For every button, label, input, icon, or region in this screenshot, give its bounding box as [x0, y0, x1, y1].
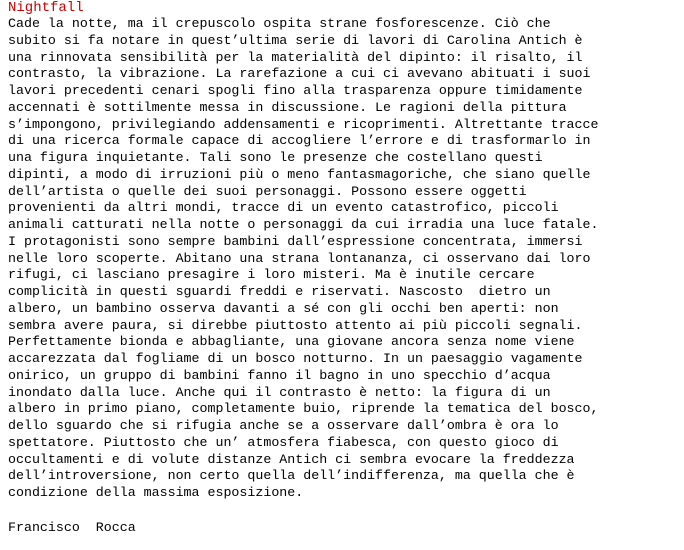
body-line: dello sguardo che si rifugia anche se a osservare dall’ombra è ora lo — [8, 418, 559, 433]
body-line: lavori precedenti cenari spogli fino alla trasparenza oppure timidamente — [8, 83, 583, 98]
author-signature: Francisco Rocca — [8, 519, 136, 535]
document — [8, 0, 678, 536]
body-line: albero in primo piano, completamente buio, riprende la tematica del bosco, — [8, 401, 599, 417]
body-line: accarezzata dal fogliame di un bosco notturno. In un paesaggio vagamente — [8, 351, 583, 366]
body-line: Perfettamente bionda e abbagliante, una giovane ancora senza nome viene — [8, 334, 575, 350]
body-line: occultamenti e di volute distanze Antich ci sembra evocare la freddezza — [8, 451, 575, 467]
document-title: Nightfall — [8, 0, 84, 16]
body-line: spettatore. Piuttosto che un’ atmosfera fiabesca, con questo gioco di — [8, 434, 559, 450]
body-line: onirico, un gruppo di bambini fanno il bagno in uno specchio d’acqua — [8, 367, 551, 383]
body-line: una figura inquietante. Tali sono le presenze che costellano questi — [8, 150, 543, 165]
body-line: condizione della massima esposizione. — [8, 485, 304, 500]
body-line: albero, un bambino osserva davanti a sé con gli occhi ben aperti: non — [8, 300, 559, 316]
body-line: complicità in questi sguardi freddi e riservati. Nascosto dietro un — [8, 284, 551, 299]
body-line: animali catturati nella notte o personaggi da cui irradia una luce fatale. — [8, 217, 599, 232]
body-line: dipinti, a modo di irruzioni più o meno fantasmagoriche, che siano quelle — [8, 166, 591, 182]
spacer — [8, 502, 678, 520]
body-line: nelle loro scoperte. Abitano una strana lontananza, ci osservano dai loro — [8, 250, 591, 266]
body-line: sembra avere paura, si direbbe piuttosto attento ai più piccoli segnali. — [8, 317, 583, 333]
body-line: inondato dalla luce. Anche qui il contrasto è netto: la figura di un — [8, 384, 551, 400]
body-line: dell’introversione, non certo quella dell’indifferenza, ma quella che è — [8, 468, 575, 484]
body-line: s’impongono, privilegiando addensamenti e ricoprimenti. Altrettante tracce — [8, 116, 599, 132]
body-line: I protagonisti sono sempre bambini dall’espressione concentrata, immersi — [8, 233, 583, 249]
body-line: Cade la notte, ma il crepuscolo ospita strane fosforescenze. Ciò che — [8, 16, 551, 31]
body-line: subito si fa notare in quest’ultima serie di lavori di Carolina Antich è — [8, 32, 583, 48]
body-line: rifugi, ci lasciano presagire i loro misteri. Ma è inutile cercare — [8, 267, 535, 283]
body-line: accennati è sottilmente messa in discussione. Le ragioni della pittura — [8, 99, 567, 115]
body-line: una rinnovata sensibilità per la materialità del dipinto: il risalto, il — [8, 49, 583, 65]
body-line: provenienti da altri mondi, tracce di un evento catastrofico, piccoli — [8, 200, 559, 216]
body-line: dell’artista o quelle dei suoi personaggi. Possono essere oggetti — [8, 183, 527, 199]
body-line: di una ricerca formale capace di accogliere l’errore e di trasformarlo in — [8, 133, 591, 149]
body-line: contrasto, la vibrazione. La rarefazione a cui ci avevano abituati i suoi — [8, 66, 591, 82]
body-text — [8, 16, 678, 502]
